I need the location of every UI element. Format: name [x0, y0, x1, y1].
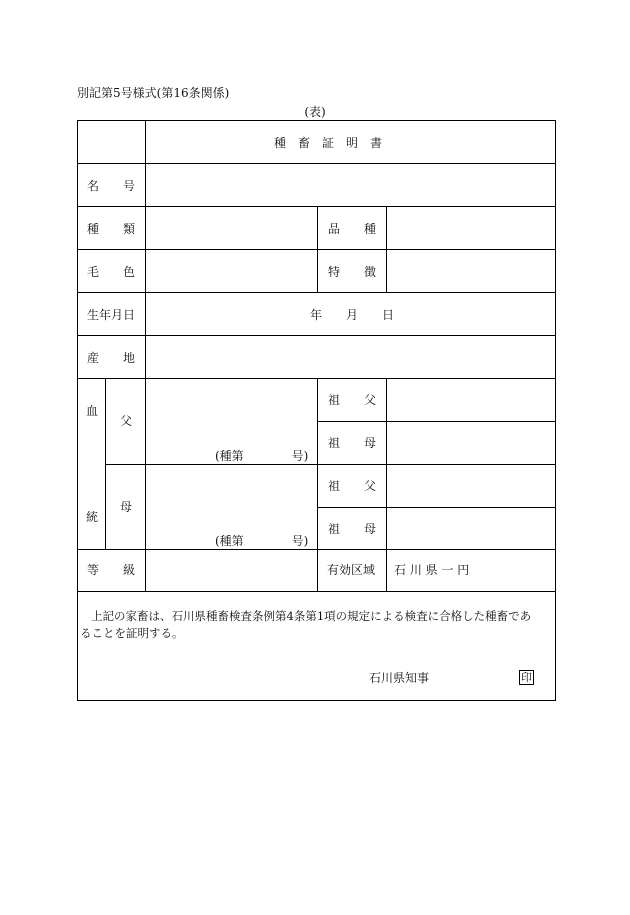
label-sire: 父: [120, 414, 133, 428]
sire-registration: (種第 号): [215, 449, 309, 463]
row-divider: [78, 163, 555, 164]
dam-registration: (種第 号): [215, 534, 309, 548]
label-grade: 等 級: [87, 563, 136, 577]
statement-line-1: 上記の家畜は、石川県種畜検査条例第4条第1項の規定による検査に合格した種畜であ: [91, 609, 532, 623]
label-lineage-1: 血: [86, 404, 99, 418]
label-grandmother-1: 祖 母: [328, 436, 377, 450]
row-divider: [78, 292, 555, 293]
label-feature: 特 徴: [328, 265, 377, 279]
seal-mark: 印: [521, 671, 532, 684]
row-divider: [317, 421, 555, 422]
label-lineage-2: 統: [86, 510, 99, 524]
form-title: 種 畜 証 明 書: [274, 136, 383, 150]
label-validity: 有効区域: [327, 563, 376, 577]
col-divider: [145, 121, 146, 591]
row-divider: [317, 507, 555, 508]
col-divider: [317, 378, 318, 591]
label-dam: 母: [120, 500, 133, 514]
label-breed: 品 種: [328, 222, 377, 236]
row-divider: [105, 464, 555, 465]
validity-value: 石 川 県 一 円: [394, 563, 470, 577]
row-divider: [78, 335, 555, 336]
side-label: (表): [304, 105, 326, 119]
col-divider: [386, 206, 387, 292]
label-grandfather-1: 祖 父: [328, 393, 377, 407]
form-caption: 別記第5号様式(第16条関係): [77, 86, 230, 100]
birth-date-value: 年 月 日: [310, 308, 395, 322]
label-birth: 生年月日: [87, 308, 136, 322]
label-grandmother-2: 祖 母: [328, 522, 377, 536]
col-divider: [105, 378, 106, 549]
col-divider: [386, 378, 387, 591]
label-name: 名 号: [87, 179, 136, 193]
label-coat: 毛 色: [87, 265, 136, 279]
label-kind: 種 類: [87, 222, 136, 236]
signer-title: 石川県知事: [369, 671, 430, 685]
row-divider: [78, 591, 555, 592]
statement-line-2: ることを証明する。: [80, 626, 184, 640]
label-origin: 産 地: [87, 351, 136, 365]
col-divider: [317, 206, 318, 292]
certificate-form: [77, 120, 556, 701]
label-grandfather-2: 祖 父: [328, 479, 377, 493]
